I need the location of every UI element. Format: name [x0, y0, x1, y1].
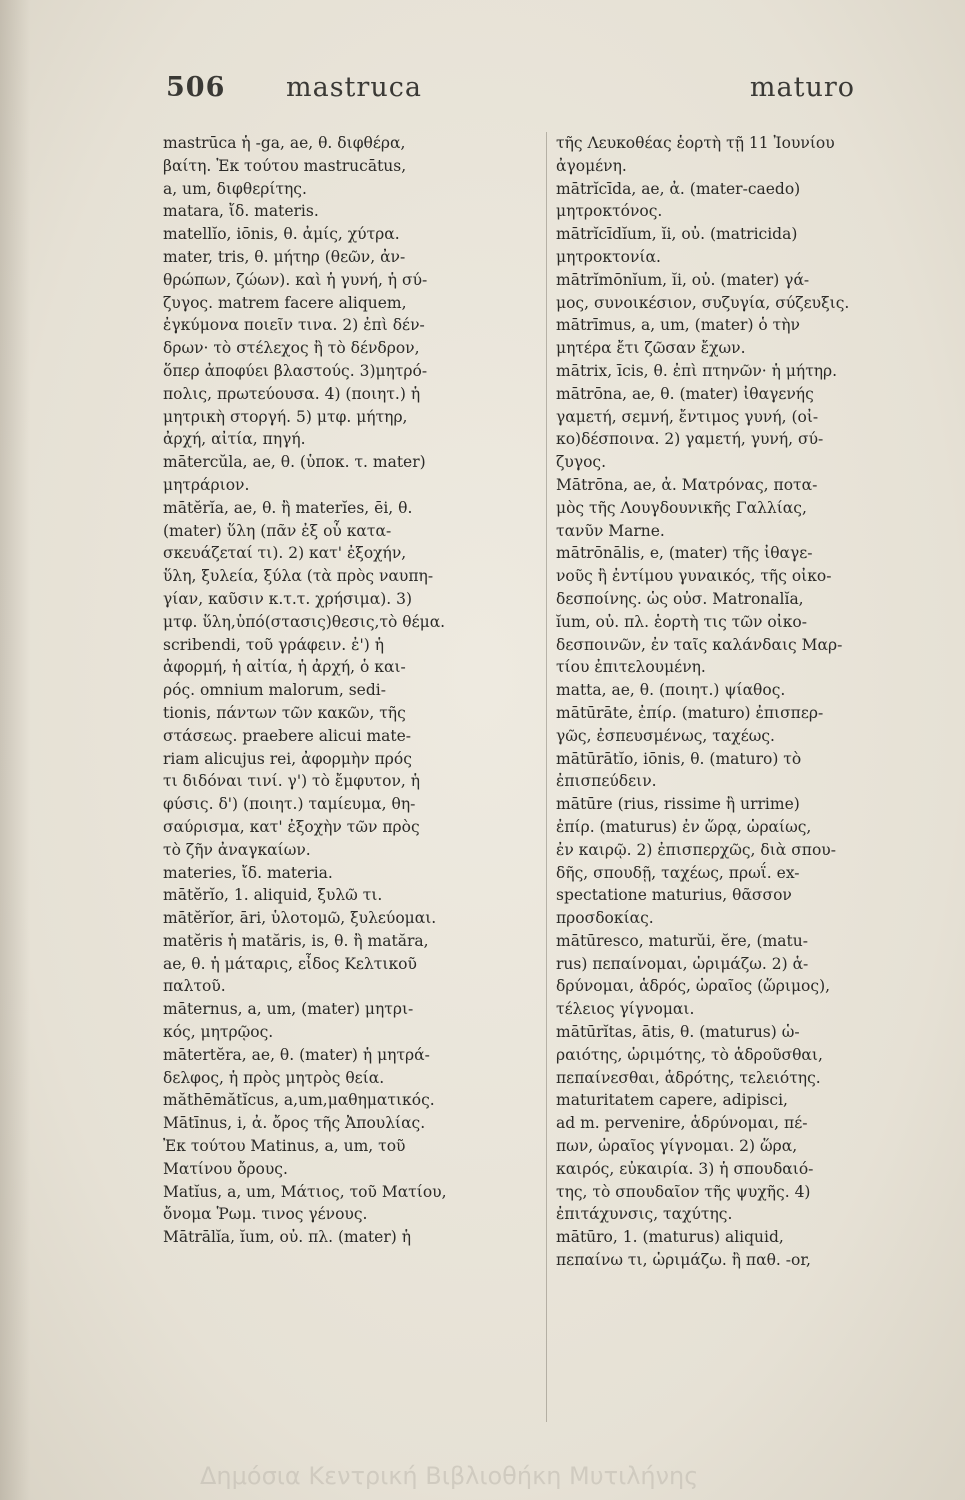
text-line: πεπαίνεσθαι, ἁδρότης, τελειότης.	[556, 1068, 821, 1087]
text-line: ἐν καιρῷ. 2) ἐπισπερχῶς, διὰ σπου-	[556, 840, 836, 859]
text-line: mātrōna, ae, θ. (mater) ἰθαγενής	[556, 384, 814, 403]
text-line: scribendi, τοῦ γράφειν. ἐ') ἡ	[163, 635, 384, 654]
text-line: ἐπιτάχυνσις, ταχύτης.	[556, 1205, 733, 1224]
text-line: matĕris ἡ matăris, is, θ. ἢ matăra,	[163, 931, 429, 950]
text-line: matta, ae, θ. (ποιητ.) ψίαθος.	[556, 681, 786, 700]
text-line: τανῦν Marne.	[556, 521, 665, 540]
text-line: προσδοκίας.	[556, 909, 654, 928]
text-line: σαύρισμα, κατ' ἐξοχὴν τῶν πρὸς	[163, 817, 420, 836]
text-line: mātercŭla, ae, θ. (ὑποκ. τ. mater)	[163, 453, 426, 472]
text-line: mātrĭcīdĭum, ĭi, οὐ. (matricida)	[556, 225, 798, 244]
text-line: μητροκτονία.	[556, 247, 661, 266]
text-line: mātūresco, maturŭi, ĕre, (matu-	[556, 931, 808, 950]
text-line: πεπαίνω τι, ὡριμάζω. ἢ παθ. -or,	[556, 1251, 811, 1270]
text-line: Mātrālĭa, ĭum, οὐ. πλ. (mater) ἡ	[163, 1228, 412, 1247]
text-line: mātūre (rius, rissime ἢ urrime)	[556, 795, 800, 814]
text-line: spectatione maturius, θᾶσσον	[556, 886, 792, 905]
text-line: δελφος, ἡ πρὸς μητρὸς θεία.	[163, 1068, 385, 1087]
text-line: rus) πεπαίνομαι, ὡριμάζω. 2) ἁ-	[556, 954, 809, 973]
text-line: mātĕrĭo, 1. aliquid, ξυλῶ τι.	[163, 886, 383, 905]
text-line: a, um, διφθερίτης.	[163, 179, 307, 198]
text-line: μτφ. ὕλη,ὑπό(στασις)θεσις,τὸ θέμα.	[163, 612, 446, 631]
text-line: κός, μητρῷος.	[163, 1023, 274, 1042]
text-line: ραιότης, ὡριμότης, τὸ ἁδροῦσθαι,	[556, 1045, 823, 1064]
text-line: τῆς Λευκοθέας ἑορτὴ τῇ 11 Ἰουνίου	[556, 134, 835, 152]
text-line: ae, θ. ἡ μάταρις, εἶδος Κελτικοῦ	[163, 954, 417, 973]
text-line: μητρικὴ στοργή. 5) μτφ. μήτηρ,	[163, 407, 408, 426]
text-line: mātĕrĭor, āri, ὑλοτομῶ, ξυλεύομαι.	[163, 909, 437, 928]
text-line: riam alicujus rei, ἀφορμὴν πρός	[163, 749, 412, 768]
text-line: materies, ἴδ. materia.	[163, 863, 333, 882]
text-line: mātrōnālis, e, (mater) τῆς ἰθαγε-	[556, 544, 813, 563]
text-line: τὸ ζῆν ἀναγκαίων.	[163, 840, 311, 859]
page-edge-shadow	[0, 0, 30, 1500]
text-line: ad m. pervenire, ἁδρύνομαι, πέ-	[556, 1114, 808, 1133]
text-line: ζυγος. matrem facere aliquem,	[163, 293, 407, 312]
header-last-word: maturo	[749, 72, 855, 103]
text-line: ρός. omnium malorum, sedi-	[163, 681, 386, 700]
text-line: ὕλη, ξυλεία, ξύλα (τὰ πρὸς ναυπη-	[163, 567, 434, 586]
text-line: παλτοῦ.	[163, 977, 226, 996]
text-line: ἐπίρ. (maturus) ἐν ὥρᾳ, ὡραίως,	[556, 817, 812, 836]
text-line: μητράριον.	[163, 475, 250, 494]
text-line: τίου ἐπιτελουμένη.	[556, 658, 706, 677]
text-line: matara, ἴδ. materis.	[163, 202, 319, 221]
text-line: (mater) ὕλη (πᾶν ἐξ οὗ κατα-	[163, 521, 392, 540]
text-line: ĭum, οὐ. πλ. ἑορτὴ τις τῶν οἰκο-	[556, 612, 808, 631]
text-line: δεσποίνης. ὡς οὐσ. Matronalĭa,	[556, 589, 804, 608]
text-line: θρώπων, ζώων). καὶ ἡ γυνή, ἡ σύ-	[163, 270, 428, 289]
text-line: καιρός, εὐκαιρία. 3) ἡ σπουδαιό-	[556, 1159, 814, 1178]
text-line: Ἐκ τούτου Matinus, a, um, τοῦ	[163, 1137, 406, 1156]
text-line: νοῦς ἢ ἐντίμου γυναικός, τῆς οἰκο-	[556, 567, 832, 586]
text-line: δεσποινῶν, ἐν ταῖς καλάνδαις Μαρ-	[556, 635, 843, 654]
column-divider	[546, 132, 547, 1422]
header-first-word: mastruca	[286, 72, 422, 103]
text-line: mater, tris, θ. μήτηρ (θεῶν, ἀν-	[163, 247, 406, 266]
text-line: ἀγομένη.	[556, 156, 627, 175]
text-line: mātūrātĭo, iōnis, θ. (maturo) τὸ	[556, 749, 802, 768]
text-line: βαίτη. Ἐκ τούτου mastrucātus,	[163, 156, 407, 175]
left-column	[163, 132, 538, 1432]
text-line: mātrĭmōnĭum, ĭi, οὐ. (mater) γά-	[556, 270, 810, 289]
text-line: πων, ὡραῖος γίγνομαι. 2) ὥρα,	[556, 1137, 798, 1156]
text-line: μητέρα ἔτι ζῶσαν ἔχων.	[556, 339, 746, 358]
text-line: mātūrāte, ἐπίρ. (maturo) ἐπισπερ-	[556, 703, 824, 722]
text-line: ἀρχή, αἰτία, πηγή.	[163, 430, 306, 449]
text-line: φύσις. δ') (ποιητ.) ταμίευμα, θη-	[163, 795, 416, 814]
text-line: ὅπερ ἀποφύει βλαστούς. 3)μητρό-	[163, 361, 428, 380]
text-line: της, τὸ σπουδαῖον τῆς ψυχῆς. 4)	[556, 1182, 811, 1201]
right-column	[556, 132, 924, 1432]
text-line: mātrĭcīda, ae, ἀ. (mater-caedo)	[556, 179, 801, 198]
text-line: δρύνομαι, ἁδρός, ὡραῖος (ὥριμος),	[556, 977, 831, 996]
text-line: γαμετή, σεμνή, ἔντιμος γυνή, (οἰ-	[556, 407, 819, 426]
text-line: mastrūca ἡ -ga, ae, θ. διφθέρα,	[163, 134, 406, 152]
text-line: ἐγκύμονα ποιεῖν τινα. 2) ἐπὶ δέν-	[163, 316, 425, 335]
text-line: Mātīnus, i, ἀ. ὄρος τῆς Ἀπουλίας.	[163, 1114, 426, 1133]
text-line: Matĭus, a, um, Μάτιος, τοῦ Ματίου,	[163, 1182, 447, 1201]
text-line: μὸς τῆς Λουγδουνικῆς Γαλλίας,	[556, 498, 807, 517]
text-line: δρων· τὸ στέλεχος ἢ τὸ δένδρον,	[163, 339, 420, 358]
text-line: δῆς, σπουδῇ, ταχέως, πρωΐ. ex-	[556, 863, 800, 882]
text-line: ὄνομα Ῥωμ. τινος γένους.	[163, 1205, 368, 1224]
text-line: măthēmătĭcus, a,um,μαθηματικός.	[163, 1091, 435, 1110]
text-line: μος, συνοικέσιον, συζυγία, σύζευξις.	[556, 293, 850, 312]
text-line: πολις, πρωτεύουσα. 4) (ποιητ.) ἡ	[163, 384, 421, 403]
text-line: τέλειος γίγνομαι.	[556, 1000, 695, 1019]
text-line: tionis, πάντων τῶν κακῶν, τῆς	[163, 703, 406, 722]
page-header	[166, 72, 855, 112]
text-line: mātrix, īcis, θ. ἐπὶ πτηνῶν· ἡ μήτηρ.	[556, 361, 838, 380]
text-line: matellĭo, iōnis, θ. ἀμίς, χύτρα.	[163, 225, 400, 244]
page-number: 506	[166, 72, 226, 103]
text-line: ἀφορμή, ἡ αἰτία, ἡ ἀρχή, ὁ και-	[163, 658, 406, 677]
text-line: mātūro, 1. (maturus) aliquid,	[556, 1228, 784, 1247]
text-line: γῶς, ἐσπευσμένως, ταχέως.	[556, 726, 775, 745]
text-line: γίαν, καῦσιν κ.τ.τ. χρήσιμα). 3)	[163, 589, 413, 608]
text-line: Ματίνου ὄρους.	[163, 1159, 288, 1178]
library-stamp: Δημόσια Κεντρική Βιβλιοθήκη Μυτιλήνης	[200, 1462, 699, 1490]
text-line: ἐπισπεύδειν.	[556, 772, 657, 791]
text-line: Mātrōna, ae, ἀ. Ματρόνας, ποτα-	[556, 475, 818, 494]
text-line: mātrīmus, a, um, (mater) ὁ τὴν	[556, 316, 800, 335]
text-line: κο)δέσποινα. 2) γαμετή, γυνή, σύ-	[556, 430, 824, 449]
text-line: maturitatem capere, adipisci,	[556, 1091, 788, 1110]
text-line: σκευάζεταί τι). 2) κατ' ἐξοχήν,	[163, 544, 407, 563]
text-line: mātĕrĭa, ae, θ. ἢ materĭes, ēi, θ.	[163, 498, 413, 517]
text-line: ζυγος.	[556, 453, 607, 472]
text-line: māternus, a, um, (mater) μητρι-	[163, 1000, 414, 1019]
text-line: mātertĕra, ae, θ. (mater) ἡ μητρά-	[163, 1045, 430, 1064]
text-line: στάσεως. praebere alicui mate-	[163, 726, 412, 745]
text-line: mātūrĭtas, ātis, θ. (maturus) ὡ-	[556, 1023, 800, 1042]
text-line: τι διδόναι τινί. γ') τὸ ἔμφυτον, ἡ	[163, 772, 421, 791]
text-line: μητροκτόνος.	[556, 202, 663, 221]
